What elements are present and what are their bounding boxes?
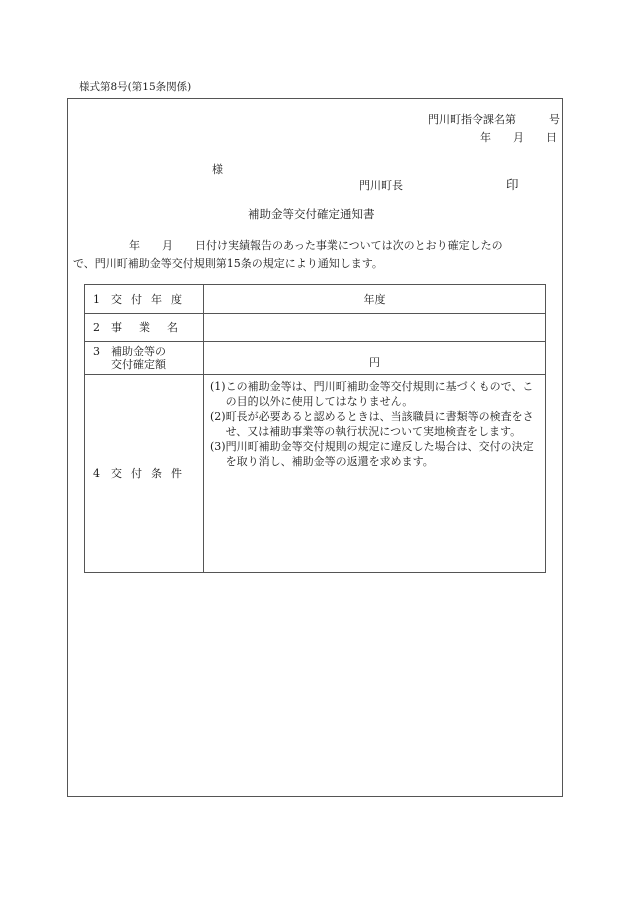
- row-label: 交付条件: [111, 467, 191, 480]
- condition-number: (2): [210, 410, 226, 423]
- row-label-line1: 補助金等の: [111, 345, 166, 358]
- row-number: 4: [93, 467, 100, 480]
- date-line: 年 月 日: [480, 131, 557, 144]
- body-text-line2: で、門川町補助金等交付規則第15条の規定により通知します。: [73, 257, 383, 270]
- condition-number: (1): [210, 380, 226, 393]
- recipient-suffix: 様: [212, 163, 223, 176]
- row-number: 1: [93, 292, 100, 306]
- seal-mark: 印: [506, 177, 519, 192]
- condition-item: [210, 379, 541, 409]
- value-conditions: [204, 375, 546, 573]
- label-fiscal-year: [85, 285, 204, 314]
- condition-item: [210, 439, 541, 469]
- value-project-name: [204, 314, 546, 342]
- condition-text: この補助金等は、門川町補助金等交付規則に基づくもので、この目的以外に使用してはなりません。: [225, 380, 534, 408]
- row-label: 交付年度: [111, 292, 191, 306]
- row-number: 3: [93, 345, 100, 358]
- table-row: [85, 314, 546, 342]
- table-row: [85, 342, 546, 375]
- table-row: [85, 285, 546, 314]
- value-confirmed-amount: 円: [204, 342, 546, 375]
- label-confirmed-amount: [85, 342, 204, 375]
- condition-number: (3): [210, 440, 226, 453]
- row-number: 2: [93, 321, 100, 334]
- row-label-line2: 交付確定額: [111, 358, 166, 371]
- label-conditions: [85, 375, 204, 573]
- form-label: 様式第8号(第15条関係): [79, 81, 192, 93]
- label-project-name: [85, 314, 204, 342]
- condition-item: [210, 409, 541, 439]
- body-text-line1: 年 月 日付け実績報告のあった事業については次のとおり確定したの: [129, 239, 503, 252]
- sender: 門川町長: [359, 179, 403, 192]
- table-row: [85, 375, 546, 573]
- document-title: 補助金等交付確定通知書: [248, 207, 375, 221]
- value-fiscal-year: 年度: [204, 285, 546, 314]
- info-table: [84, 284, 546, 573]
- condition-text: 町長が必要あると認めるときは、当該職員に書類等の検査をさせ、又は補助事業等の執行状況について実地検査をします。: [225, 410, 534, 438]
- row-label: 事業名: [111, 321, 195, 334]
- document-number: 門川町指令課名第 号: [428, 113, 560, 126]
- condition-text: 門川町補助金等交付規則の規定に違反した場合は、交付の決定を取り消し、補助金等の返還を求めます。: [225, 440, 534, 468]
